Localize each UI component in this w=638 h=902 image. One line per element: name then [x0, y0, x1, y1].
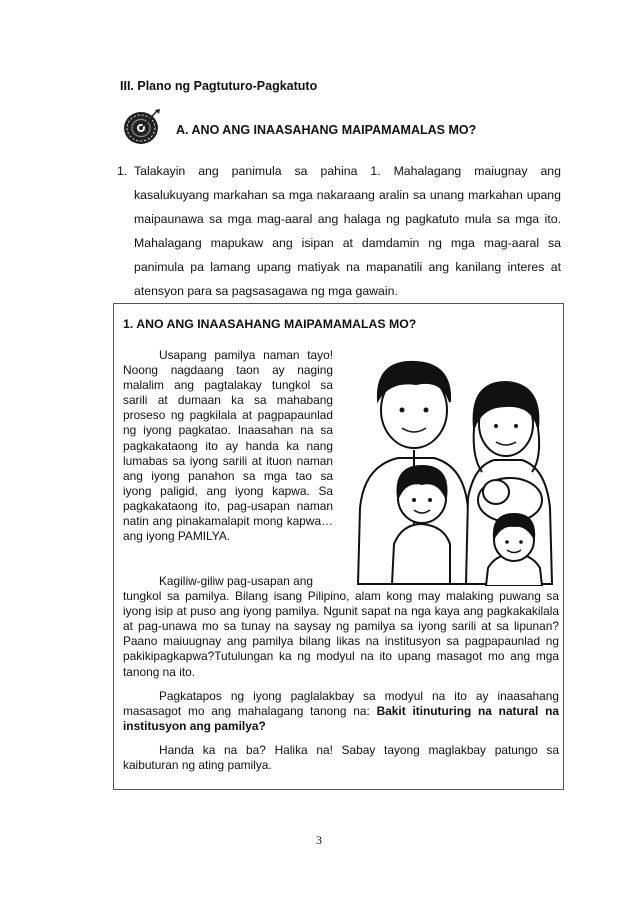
key-question: Bakit itinuturing na natural na institusyon ang pamilya? [123, 703, 559, 733]
intro-number: 1. [117, 164, 128, 178]
family-illustration [346, 348, 560, 586]
intro-item [117, 159, 561, 303]
paragraph-3-text: Pagkatapos ng iyong paglalakbay sa modyul na ito ay inaasahang masasagot mo ang mahalagang tanong na: [123, 688, 559, 718]
dartboard-icon [121, 108, 161, 146]
paragraph-4: Handa ka na ba? Halika na! Sabay tayong maglakbay patungo sa kaibuturan ng ating pamilya. [123, 742, 559, 773]
content-box [113, 303, 564, 790]
page-number: 3 [316, 833, 322, 847]
lead-paragraph [123, 348, 333, 544]
box-heading: 1. ANO ANG INAASAHANG MAIPAMAMALAS MO? [123, 317, 417, 331]
lead-text: Usapang pamilya naman tayo! Noong nagdaang taon ay naging malalim ang pagtalakay tungkol sa sarili at dumaan ka sa mahabang proseso ng pagkilala at pagpapaunlad ng iyong pagkatao. Inaasahan na sa pagkakataong ito ay handa ka nang lumabas sa iyong sarili at ituon naman ang iyong panahon sa mga tao sa iyong paligid, ang iyong kapwa. Sa pagkakataong ito, pag-usapan naman natin ang pinakamalapit mong kapwa… ang iyong PAMILYA. [123, 348, 333, 544]
paragraph-3 [123, 689, 559, 734]
paragraph-2: tungkol sa pamilya. Bilang isang Pilipino, alam kong may malaking puwang sa iyong isip at puso ang iyong pamilya. Ngunit sapat na nga kaya ang pagkakakilala at pag-unawa mo sa tunay na saysay ng pamilya sa iyong sarili at sa lipunan? Paano maiuugnay ang pamilya bilang likas na institusyon sa pagpapaunlad ng pakikipagkapwa?Tutulungan ka ng modyul na ito upang masagot mo ang mga tanong na ito. [123, 589, 559, 679]
paragraph-2-start: Kagiliw-giliw pag-usapan ang [159, 574, 314, 588]
subheading: A. ANO ANG INAASAHANG MAIPAMAMALAS MO? [176, 123, 477, 137]
section-title: III. Plano ng Pagtuturo-Pagkatuto [120, 79, 318, 93]
intro-text: Talakayin ang panimula sa pahina 1. Mahalagang maiugnay ang kasalukuyang markahan sa mga nakaraang aralin sa unang markahan upang maipaunawa sa mga mag-aaral ang halaga ng pagkatuto mula sa mga ito. Mahalagang mapukaw ang isipan at damdamin ng mga mag-aaral sa panimula pa lamang upang matiyak na mapanatili ang kanilang interes at atensyon para sa pagsasagawa ng mga gawain. [134, 164, 561, 298]
body-text [123, 574, 559, 782]
